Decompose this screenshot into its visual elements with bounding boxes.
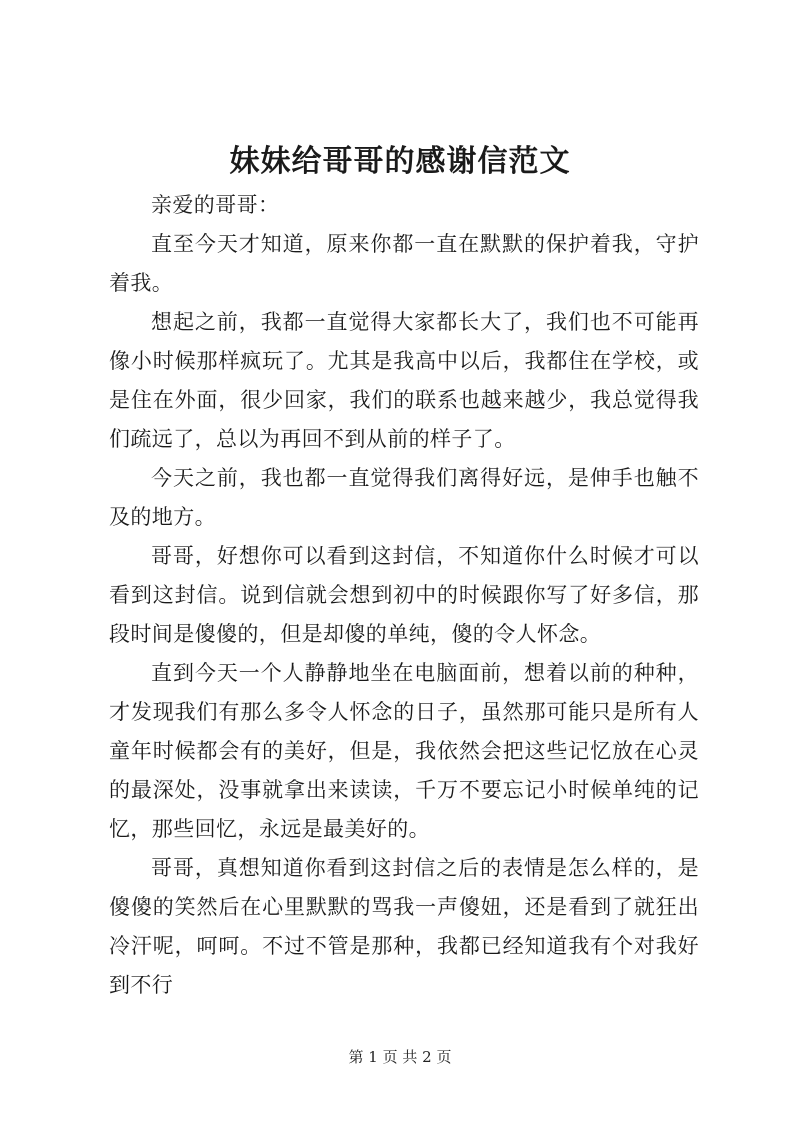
paragraph-6: 哥哥，真想知道你看到这封信之后的表情是怎么样的，是傻傻的笑然后在心里默默的骂我一声傻妞，还是看到了就狂出冷汗呢，呵呵。不过不管是那种，我都已经知道我有个对我好到不行 [109, 856, 699, 997]
paragraph-5: 直到今天一个人静静地坐在电脑面前，想着以前的种种，才发现我们有那么多令人怀念的日子，虽然那可能只是所有人童年时候都会有的美好，但是，我依然会把这些记忆放在心灵的最深处，没事就拿出来读读，千万不要忘记小时候单纯的记忆，那些回忆，永远是最美好的。 [109, 661, 699, 841]
document-title: 妹妹给哥哥的感谢信范文 [229, 144, 571, 179]
paragraph-1: 直至今天才知道，原来你都一直在默默的保护着我，守护着我。 [109, 232, 699, 295]
paragraph-3: 今天之前，我也都一直觉得我们离得好远，是伸手也触不及的地方。 [109, 466, 699, 529]
salutation: 亲爱的哥哥： [151, 193, 280, 217]
paragraph-2: 想起之前，我都一直觉得大家都长大了，我们也不可能再像小时候那样疯玩了。尤其是我高中以后，我都住在学校，或是住在外面，很少回家，我们的联系也越来越少，我总觉得我们疏远了，总以为再回不到从前的样子了。 [109, 310, 699, 451]
page-footer: 第 1 页 共 2 页 [348, 1048, 452, 1066]
letter-body [109, 186, 699, 1005]
paragraph-4: 哥哥，好想你可以看到这封信，不知道你什么时候才可以看到这封信。说到信就会想到初中的时候跟你写了好多信，那段时间是傻傻的，但是却傻的单纯，傻的令人怀念。 [109, 544, 699, 646]
